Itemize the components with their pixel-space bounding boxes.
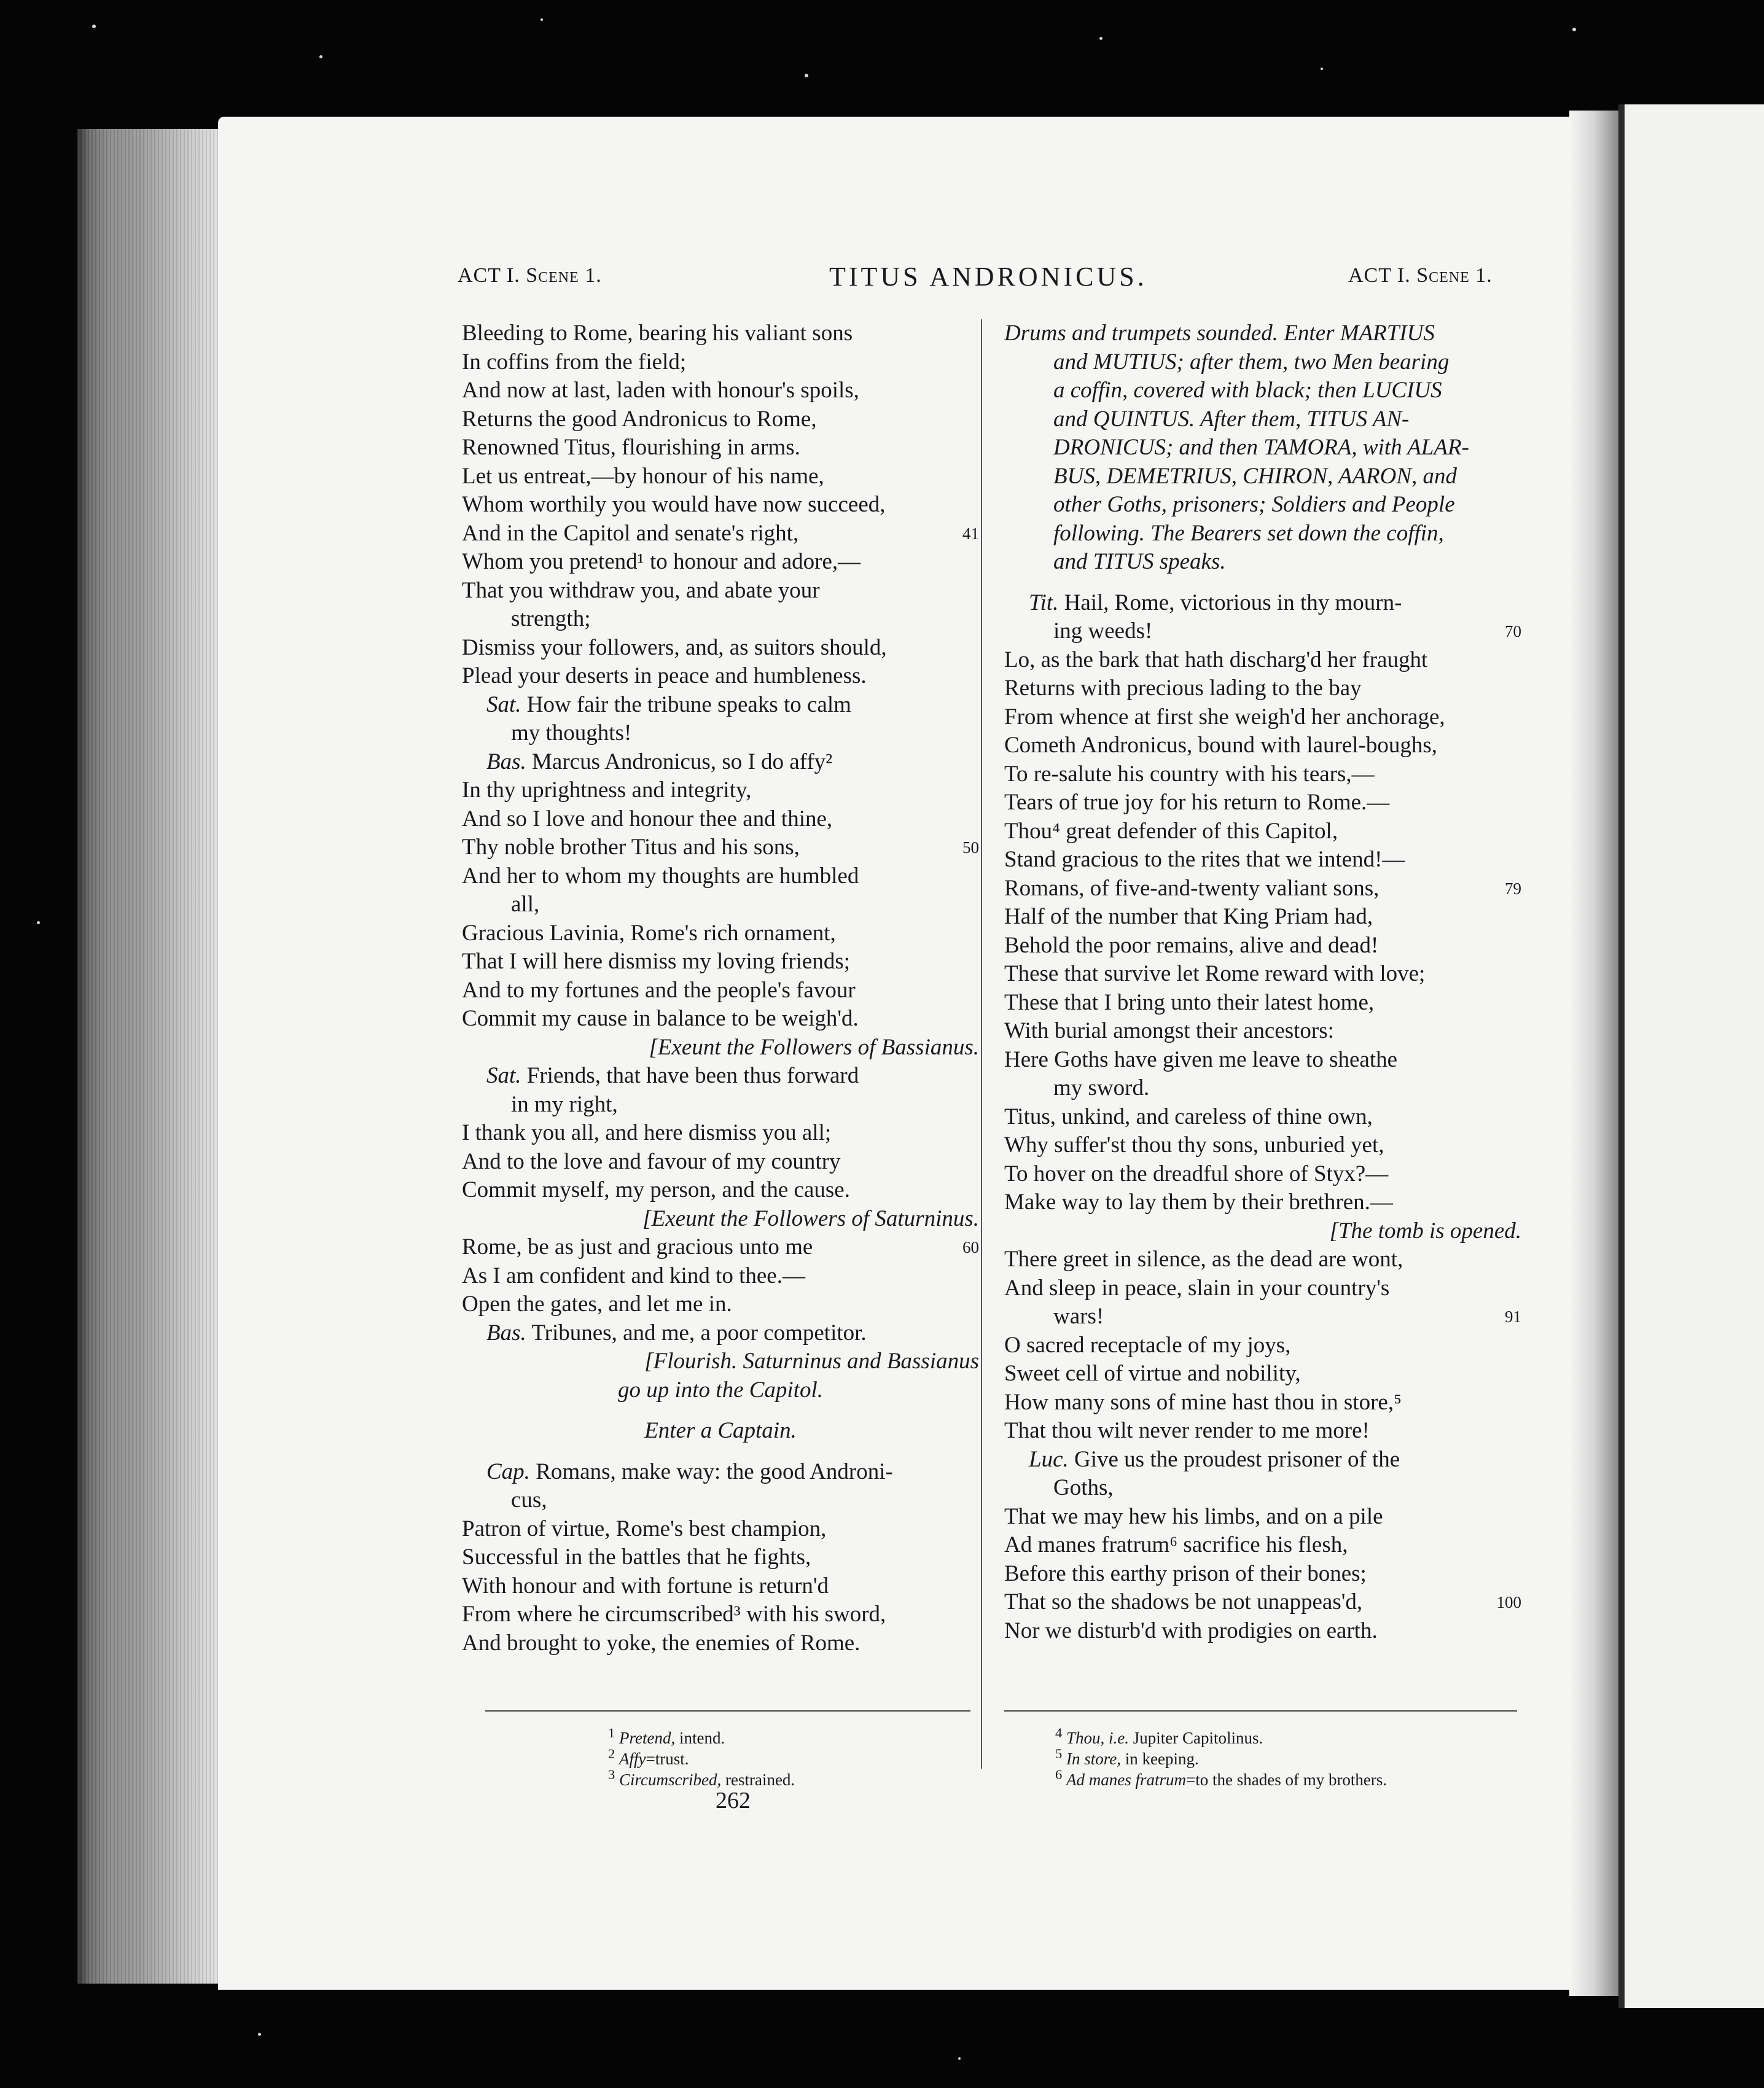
verse-line [462,1347,979,1376]
line-text: and QUINTUS. After them, TITUS AN- [1053,406,1410,432]
line-text: Lo, as the bark that hath discharg'd her fraught [1004,647,1428,672]
line-text: And so I love and honour thee and thine, [462,806,833,832]
line-text: Ad manes fratrum⁶ sacrifice his flesh, [1004,1532,1348,1557]
line-text: And her to whom my thoughts are humbled [462,863,859,889]
column-divider [981,319,982,1769]
verse-line [1004,1389,1521,1417]
line-text: Patron of virtue, Rome's best champion, [462,1516,827,1541]
footnote [1055,1723,1387,1747]
line-text: go up into the Capitol. [617,1377,824,1403]
verse-line [1004,989,1521,1018]
line-text: In coffins from the field; [462,349,687,375]
line-text: my sword. [1053,1075,1150,1100]
running-head-title: TITUS ANDRONICUS. [829,262,1147,292]
verse-line [462,1148,979,1177]
verse-line [1004,1617,1521,1646]
verse-line [1004,1188,1521,1217]
line-text: Plead your deserts in peace and humbleness. [462,663,867,688]
verse-line [462,348,979,377]
verse-line [1004,1303,1521,1331]
line-text: Give us the proudest prisoner of the [1074,1446,1400,1472]
verse-line [1004,646,1521,675]
line-text: Nor we disturb'd with prodigies on earth. [1004,1618,1378,1643]
verse-line [1004,846,1521,875]
line-text: Let us entreat,—by honour of his name, [462,463,824,489]
verse-line [1004,491,1521,520]
verse-line [1004,1503,1521,1532]
line-text: Half of the number that King Priam had, [1004,904,1373,929]
line-text: other Goths, prisoners; Soldiers and People [1053,492,1455,517]
line-text: [The tomb is opened. [1329,1218,1521,1244]
scan-speck [258,2033,261,2036]
verse-line [1004,617,1521,646]
page-gutter [1569,111,1618,1996]
line-text: Successful in the battles that he fights, [462,1545,811,1570]
verse-line [462,691,979,720]
verse-line [462,1515,979,1544]
line-number: 70 [1505,622,1521,641]
line-text: BUS, DEMETRIUS, CHIRON, AARON, and [1053,463,1458,489]
footnote-marker: 1 [608,1725,615,1740]
footnote-definition: in keeping. [1121,1750,1199,1768]
spacer [1004,577,1521,589]
line-text: Returns with precious lading to the bay [1004,676,1362,701]
line-text: Thy noble brother Titus and his sons, [462,835,800,860]
line-text: How many sons of mine hast thou in store,⁵ [1004,1389,1402,1415]
line-text: From whence at first she weigh'd her anchorage, [1004,704,1445,730]
verse-line [1004,789,1521,817]
verse-line [1004,1017,1521,1046]
line-text: DRONICUS; and then TAMORA, with ALAR- [1053,435,1469,460]
speaker-prefix: Tit. [1029,590,1059,615]
verse-line [1004,405,1521,434]
verse-line [462,1486,979,1515]
verse-line [1004,1588,1521,1617]
verse-line [1004,1245,1521,1274]
verse-line [462,1034,979,1062]
line-text: From where he circumscribed³ with his sword, [462,1602,886,1627]
line-text: Titus, unkind, and careless of thine own, [1004,1104,1373,1129]
verse-line [1004,1474,1521,1503]
line-text: Friends, that have been thus forward [526,1063,859,1088]
verse-line [462,1290,979,1319]
scan-speck [958,2057,961,2060]
line-text: And sleep in peace, slain in your country's [1004,1275,1390,1301]
verse-line [1004,674,1521,703]
verse-line [462,462,979,491]
scan-speck [37,921,40,924]
verse-line [1004,319,1521,348]
footnote-term: Pretend, [619,1729,676,1747]
line-number: 79 [1505,879,1521,898]
line-text: As I am confident and kind to thee.— [462,1263,805,1288]
line-text: cus, [511,1487,547,1513]
line-text: wars! [1053,1304,1104,1329]
scan-speck [1321,68,1323,70]
line-text: in my right, [511,1091,618,1117]
line-text: Make way to lay them by their brethren.— [1004,1190,1393,1215]
verse-line [462,376,979,405]
verse-line [462,634,979,663]
verse-line [462,833,979,862]
line-text: Behold the poor remains, alive and dead! [1004,932,1379,958]
line-text: and MUTIUS; after them, two Men bearing [1053,349,1450,375]
verse-line [1004,1446,1521,1474]
line-text: Bleeding to Rome, bearing his valiant sons [462,321,853,346]
footnote-marker: 4 [1055,1725,1063,1740]
line-text: And now at last, laden with honour's spoils, [462,378,859,403]
running-head-right: ACT I. Scene 1. [1348,264,1493,287]
verse-line [462,1233,979,1262]
line-text: That I will here dismiss my loving friends; [462,949,850,974]
footnote-rule-left [485,1710,970,1712]
line-text: Romans, of five-and-twenty valiant sons, [1004,875,1380,901]
running-head-left: ACT I. Scene 1. [458,264,602,287]
line-text: These that I bring unto their latest home, [1004,989,1375,1015]
verse-line [1004,1360,1521,1389]
scan-speck [1572,28,1576,31]
verse-line [1004,1217,1521,1246]
line-text: Open the gates, and let me in. [462,1291,732,1317]
scan-speck [805,74,808,77]
verse-line [462,1600,979,1629]
verse-line [462,1543,979,1572]
footnotes-left [608,1723,795,1789]
verse-line [462,719,979,748]
verse-line [1004,1417,1521,1446]
verse-line [462,1458,979,1487]
footnote-definition: intend. [675,1729,725,1747]
line-text: [Flourish. Saturninus and Bassianus [644,1349,979,1374]
line-text: Rome, be as just and gracious unto me [462,1234,813,1260]
line-text: Here Goths have given me leave to sheathe [1004,1046,1398,1072]
line-text: Romans, make way: the good Androni- [536,1459,893,1484]
verse-line [1004,1046,1521,1075]
footnote-marker: 2 [608,1746,615,1761]
line-text: Gracious Lavinia, Rome's rich ornament, [462,920,836,946]
footnote-definition: =trust. [646,1750,689,1768]
verse-line [1004,960,1521,989]
footnote-term: Thou, i.e. [1066,1729,1130,1747]
facing-page-edge [1618,104,1625,2008]
verse-line [1004,589,1521,618]
verse-line [462,1205,979,1234]
verse-line [462,776,979,805]
footnote [608,1764,795,1789]
verse-line [462,1572,979,1601]
verse-line [462,1176,979,1205]
line-text: Thou⁴ great defender of this Capitol, [1004,818,1338,844]
verse-line [462,605,979,634]
verse-line [1004,703,1521,732]
footnote-marker: 3 [608,1767,615,1782]
verse-line [1004,903,1521,932]
verse-line [462,919,979,948]
verse-line [462,1119,979,1148]
verse-line [462,1005,979,1034]
line-number: 41 [962,524,979,543]
line-text: Stand gracious to the rites that we intend!— [1004,847,1405,872]
verse-line [462,1262,979,1291]
line-text: In thy uprightness and integrity, [462,777,752,803]
verse-line [462,520,979,548]
verse-line [1004,875,1521,903]
line-number: 100 [1496,1593,1521,1611]
footnote-definition: =to the shades of my brothers. [1186,1771,1387,1789]
line-text: That we may hew his limbs, and on a pile [1004,1503,1383,1529]
scan-speck [319,55,322,58]
verse-line [462,1417,979,1446]
verse-line [1004,1274,1521,1303]
verse-line [1004,434,1521,462]
verse-line [1004,1074,1521,1103]
verse-line [1004,817,1521,846]
verse-line [1004,376,1521,405]
footnote [1055,1764,1387,1789]
verse-line [1004,1103,1521,1132]
line-text: Hail, Rome, victorious in thy mourn- [1064,590,1402,615]
verse-line [1004,731,1521,760]
verse-line [462,948,979,976]
verse-line [462,662,979,691]
footnote-term: In store, [1066,1750,1121,1768]
verse-line [462,862,979,891]
scan-speck [541,18,543,21]
line-text: That thou wilt never render to me more! [1004,1418,1370,1443]
page-number: 262 [716,1788,751,1813]
line-number: 60 [962,1238,979,1256]
footnote [608,1723,795,1747]
line-text: Before this earthy prison of their bones; [1004,1560,1367,1586]
line-text: Drums and trumpets sounded. Enter MARTIUS [1004,321,1435,346]
verse-line [462,548,979,577]
line-text: And to the love and favour of my country [462,1148,841,1174]
line-text: Whom worthily you would have now succeed, [462,492,886,517]
verse-line [462,805,979,834]
line-text: There greet in silence, as the dead are wont, [1004,1247,1403,1272]
verse-line [1004,1531,1521,1560]
verse-line [462,748,979,777]
line-text: To hover on the dreadful shore of Styx?— [1004,1161,1389,1186]
verse-line [462,1091,979,1120]
line-text: [Exeunt the Followers of Bassianus. [649,1034,979,1060]
line-text: Returns the good Andronicus to Rome, [462,406,817,432]
footnote-definition: Jupiter Capitolinus. [1129,1729,1263,1747]
line-text: Sweet cell of virtue and nobility, [1004,1361,1301,1386]
line-text: Enter a Captain. [644,1418,797,1443]
verse-line [462,1376,979,1405]
line-text: strength; [511,606,591,631]
line-text: [Exeunt the Followers of Saturninus. [642,1206,979,1231]
verse-line [1004,348,1521,377]
verse-line [462,890,979,919]
line-text: following. The Bearers set down the coffin, [1053,520,1444,546]
verse-line [1004,1160,1521,1189]
line-text: ing weeds! [1053,618,1153,644]
verse-line [1004,1560,1521,1589]
line-text: Tears of true joy for his return to Rome.— [1004,790,1390,815]
verse-line [462,1629,979,1658]
footnote-marker: 5 [1055,1746,1063,1761]
line-text: Why suffer'st thou thy sons, unburied yet, [1004,1132,1384,1158]
verse-line [1004,462,1521,491]
right-column-text [1004,319,1521,1645]
line-text: O sacred receptacle of my joys, [1004,1332,1291,1358]
line-text: Commit myself, my person, and the cause. [462,1177,850,1202]
line-text: And to my fortunes and the people's favour [462,977,856,1003]
line-number: 50 [962,838,979,857]
line-text: Dismiss your followers, and, as suitors should, [462,634,887,660]
footnote-definition: restrained. [721,1771,795,1789]
left-column-text [462,319,979,1658]
line-text: Whom you pretend¹ to honour and adore,— [462,549,861,574]
verse-line [1004,1131,1521,1160]
scan-speck [92,25,96,28]
line-text: And in the Capitol and senate's right, [462,520,799,546]
verse-line [1004,760,1521,789]
facing-page [1618,104,1764,2008]
line-number: 91 [1505,1307,1521,1326]
line-text: How fair the tribune speaks to calm [526,691,851,717]
verse-line [462,491,979,520]
verse-line [462,434,979,462]
footnotes-right [1055,1723,1387,1789]
line-text: I thank you all, and here dismiss you all; [462,1120,832,1145]
verse-line [462,976,979,1005]
verse-line [1004,1331,1521,1360]
line-text: all, [511,892,540,917]
line-text: and TITUS speaks. [1053,549,1226,574]
spacer [462,1404,979,1417]
spacer [462,1446,979,1458]
line-text: Goths, [1053,1475,1114,1500]
speaker-prefix: Luc. [1029,1446,1069,1472]
footnote-marker: 6 [1055,1767,1063,1782]
line-text: Commit my cause in balance to be weigh'd. [462,1006,859,1031]
line-text: To re-salute his country with his tears,— [1004,761,1375,787]
speaker-prefix: Sat. [486,691,521,717]
speaker-prefix: Bas. [486,1320,526,1346]
line-text: Marcus Andronicus, so I do affy² [532,749,833,774]
verse-line [1004,932,1521,960]
footnote-term: Circumscribed, [619,1771,722,1789]
footnote-rule-right [1004,1710,1517,1712]
verse-line [462,577,979,606]
speaker-prefix: Bas. [486,749,526,774]
speaker-prefix: Sat. [486,1063,521,1088]
line-text: Cometh Andronicus, bound with laurel-boughs, [1004,733,1437,758]
line-text: With burial amongst their ancestors: [1004,1018,1334,1043]
footnote-term: Ad manes fratrum [1066,1771,1186,1789]
line-text: That you withdraw you, and abate your [462,577,820,603]
line-text: a coffin, covered with black; then LUCIUS [1053,378,1442,403]
verse-line [462,319,979,348]
line-text: These that survive let Rome reward with love; [1004,961,1426,986]
line-text: That so the shadows be not unappeas'd, [1004,1589,1363,1615]
footnote-term: Affy [619,1750,646,1768]
verse-line [1004,548,1521,577]
verse-line [462,405,979,434]
line-text: Tribunes, and me, a poor competitor. [531,1320,867,1346]
verse-line [462,1062,979,1091]
line-text: Renowned Titus, flourishing in arms. [462,435,800,460]
scan-speck [1099,37,1102,40]
line-text: With honour and with fortune is return'd [462,1573,829,1599]
verse-line [1004,520,1521,548]
line-text: And brought to yoke, the enemies of Rome. [462,1630,861,1656]
speaker-prefix: Cap. [486,1459,530,1484]
verse-line [462,1319,979,1348]
line-text: my thoughts! [511,720,632,746]
